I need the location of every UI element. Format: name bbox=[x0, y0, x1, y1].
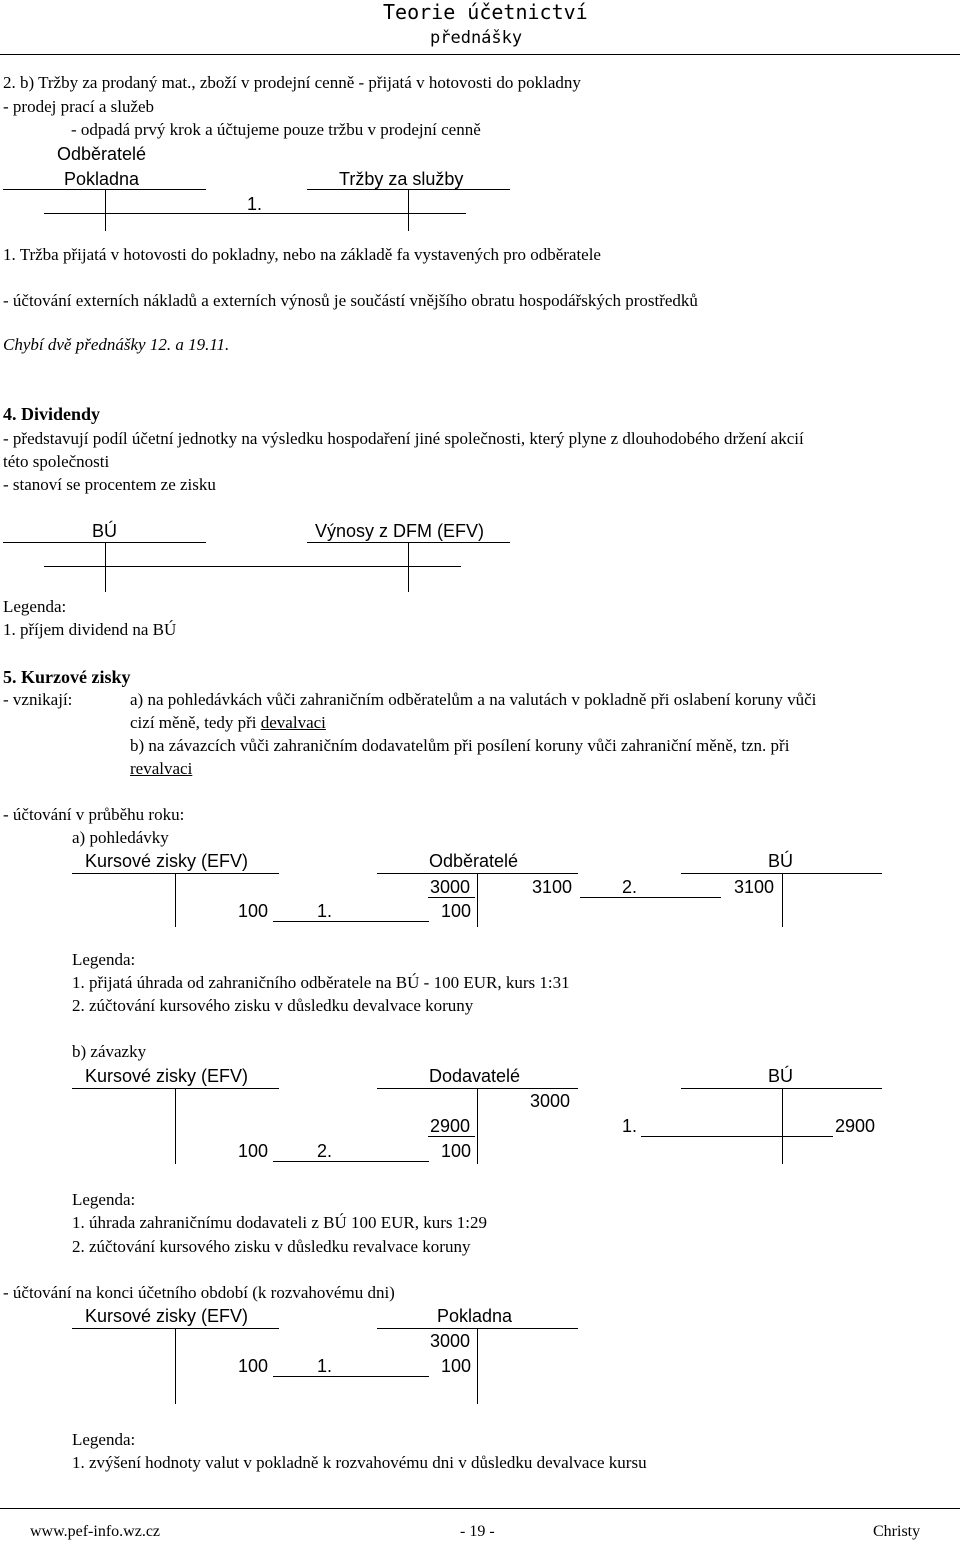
account-pokladna-label: Pokladna bbox=[437, 1306, 513, 1326]
section-2b-note1: 1. Tržba přijatá v hotovosti do pokladny, nebo na základě fa vystavených pro odběratele bbox=[3, 245, 601, 264]
amount: 3000 bbox=[430, 1331, 471, 1351]
amount: 3100 bbox=[734, 877, 775, 897]
section-2b-heading: 2. b) Tržby za prodaný mat., zboží v prodejní cenně - přijatá v hotovosti do pokladny bbox=[3, 73, 581, 92]
pohledavky-legend-1: 1. přijatá úhrada od zahraničního odběratele na BÚ - 100 EUR, kurs 1:31 bbox=[72, 973, 570, 992]
footer-rule bbox=[0, 1508, 960, 1509]
amount: 100 bbox=[441, 1141, 472, 1161]
missing-lectures-note: Chybí dvě přednášky 12. a 19.11. bbox=[3, 335, 230, 354]
amount: 2900 bbox=[430, 1116, 471, 1136]
amount: 2900 bbox=[835, 1116, 876, 1136]
t-account-line bbox=[44, 566, 461, 567]
t-account-divider bbox=[105, 189, 106, 231]
kurzove-b-line1: b) na závazcích vůči zahraničním dodavatelům při posílení koruny vůči zahraniční měně, tzn. při bbox=[130, 736, 790, 755]
t-account-divider bbox=[477, 1088, 478, 1164]
entry-underline bbox=[273, 1376, 429, 1377]
account-bu-label: BÚ bbox=[768, 1066, 794, 1086]
t-account-divider bbox=[477, 1328, 478, 1404]
amount: 100 bbox=[441, 901, 472, 921]
t-account-line bbox=[44, 213, 466, 214]
uctovani-prubeh-roku: - účtování v průběhu roku: bbox=[3, 805, 185, 824]
zavazky-legend-1: 1. úhrada zahraničnímu dodavateli z BÚ 100 EUR, kurs 1:29 bbox=[72, 1213, 487, 1232]
kurzove-heading: 5. Kurzové zisky bbox=[3, 667, 131, 687]
amount: 3000 bbox=[530, 1091, 571, 1111]
t-account-divider bbox=[477, 873, 478, 927]
dividendy-line2: - stanoví se procentem ze zisku bbox=[3, 475, 216, 494]
amount: 100 bbox=[441, 1356, 472, 1376]
amount: 100 bbox=[238, 1356, 269, 1376]
entry-underline bbox=[580, 897, 721, 898]
t-account-divider bbox=[408, 189, 409, 231]
konec-legend-title: Legenda: bbox=[72, 1430, 136, 1449]
footer-author: Christy bbox=[873, 1523, 921, 1540]
pohledavky-legend-title: Legenda: bbox=[72, 950, 136, 969]
konec-obdobi-label: - účtování na konci účetního období (k rozvahovému dni) bbox=[3, 1283, 395, 1302]
entry-underline bbox=[273, 1161, 429, 1162]
zavazky-legend-2: 2. zúčtování kursového zisku v důsledku revalvace koruny bbox=[72, 1237, 471, 1256]
account-vynosy-label: Výnosy z DFM (EFV) bbox=[315, 521, 485, 541]
t-account-divider bbox=[408, 542, 409, 592]
header-title: Teorie účetnictví bbox=[383, 0, 588, 24]
account-bu-label: BÚ bbox=[92, 521, 118, 541]
account-bu-label: BÚ bbox=[768, 851, 794, 871]
account-kursove-zisky-label: Kursové zisky (EFV) bbox=[85, 1306, 249, 1326]
account-odberatele-label: Odběratelé bbox=[57, 144, 147, 164]
t-account-divider bbox=[175, 1328, 176, 1404]
dividendy-legend-title: Legenda: bbox=[3, 597, 67, 616]
entry-mark-1: 1. bbox=[247, 194, 263, 214]
konec-legend-1: 1. zvýšení hodnoty valut v pokladně k rozvahovému dni v důsledku devalvace kursu bbox=[72, 1453, 647, 1472]
header-subtitle: přednášky bbox=[430, 28, 523, 48]
kurzove-a-line1: a) na pohledávkách vůči zahraničním odběratelům a na valutách v pokladně při oslabení koruny vůči bbox=[130, 690, 817, 709]
t-account-divider bbox=[782, 1088, 783, 1164]
entry-mark-1: 1. bbox=[317, 901, 333, 921]
section-2b-line2: - prodej prací a služeb bbox=[3, 97, 155, 116]
section-2b-note2: - účtování externích nákladů a externích výnosů je součástí vnějšího obratu hospodářských prostředků bbox=[3, 291, 698, 310]
t-account-divider bbox=[175, 1088, 176, 1164]
entry-underline bbox=[641, 1136, 833, 1137]
pohledavky-legend-2: 2. zúčtování kursového zisku v důsledku devalvace koruny bbox=[72, 996, 474, 1015]
dividendy-line1: - představují podíl účetní jednotky na výsledku hospodaření jiné společnosti, který plyne z dlouhodobého držení akcií bbox=[3, 429, 804, 448]
account-trzby-sluzby-label: Tržby za služby bbox=[339, 169, 464, 189]
account-pokladna-label: Pokladna bbox=[64, 169, 140, 189]
header-rule bbox=[0, 54, 960, 55]
amount: 3000 bbox=[430, 877, 471, 897]
dividendy-line1b: této společnosti bbox=[3, 452, 110, 471]
entry-mark-1: 1. bbox=[317, 1356, 333, 1376]
dividendy-legend-1: 1. příjem dividend na BÚ bbox=[3, 620, 177, 639]
account-dodavatele-label: Dodavatelé bbox=[429, 1066, 521, 1086]
kurzove-a-line2: cizí měně, tedy při devalvaci bbox=[130, 713, 326, 732]
account-kursove-zisky-label: Kursové zisky (EFV) bbox=[85, 851, 249, 871]
pohledavky-label: a) pohledávky bbox=[72, 828, 169, 847]
footer-page-number: - 19 - bbox=[460, 1523, 495, 1540]
zavazky-label: b) závazky bbox=[72, 1042, 147, 1061]
t-account-divider bbox=[782, 873, 783, 927]
dividendy-heading: 4. Dividendy bbox=[3, 404, 101, 424]
entry-underline bbox=[428, 1136, 475, 1137]
entry-mark-1: 1. bbox=[622, 1116, 638, 1136]
section-2b-line3: - odpadá prvý krok a účtujeme pouze tržbu v prodejní cenně bbox=[71, 120, 481, 139]
kurzove-vznikaji: - vznikají: bbox=[3, 690, 73, 709]
entry-mark-2: 2. bbox=[622, 877, 638, 897]
t-account-divider bbox=[175, 873, 176, 927]
t-account-divider bbox=[105, 542, 106, 592]
entry-underline bbox=[428, 897, 475, 898]
amount: 3100 bbox=[532, 877, 573, 897]
entry-mark-2: 2. bbox=[317, 1141, 333, 1161]
entry-underline bbox=[273, 921, 429, 922]
zavazky-legend-title: Legenda: bbox=[72, 1190, 136, 1209]
kurzove-b-line2: revalvaci bbox=[130, 759, 193, 778]
amount: 100 bbox=[238, 1141, 269, 1161]
footer-url: www.pef-info.wz.cz bbox=[30, 1523, 161, 1540]
account-kursove-zisky-label: Kursové zisky (EFV) bbox=[85, 1066, 249, 1086]
amount: 100 bbox=[238, 901, 269, 921]
account-odberatele-label: Odběratelé bbox=[429, 851, 519, 871]
